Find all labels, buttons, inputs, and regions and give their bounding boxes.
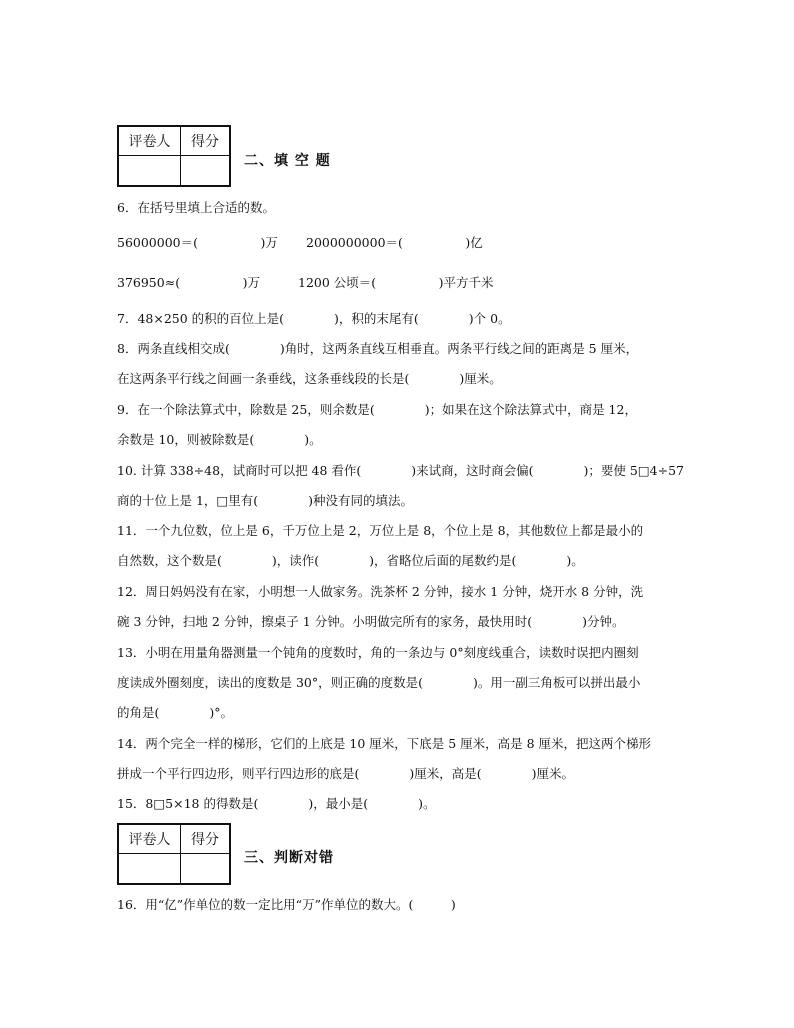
- reviewer-label: 评卷人: [119, 825, 181, 854]
- q12-line2: 碗 3 分钟，扫地 2 分钟，擦桌子 1 分钟。小明做完所有的家务，最快用时( )分钟。: [117, 614, 625, 629]
- q13-line1: 13．小明在用量角器测量一个钝角的度数时，角的一条边与 0°刻度线重合，读数时误把内圈刻: [117, 645, 639, 660]
- q6-line2b: 1200 公顷＝( )平方千米: [298, 275, 494, 290]
- q14-line2: 拼成一个平行四边形，则平行四边形的底是( )厘米，高是( )厘米。: [117, 766, 575, 781]
- q12-line1: 12．周日妈妈没有在家，小明想一人做家务。洗茶杯 2 分钟，接水 1 分钟，烧开水 8 分钟，洗: [117, 584, 644, 599]
- q6-line1b: 2000000000＝( )亿: [306, 235, 483, 250]
- q8-line1: 8．两条直线相交成( )角时，这两条直线互相垂直。两条平行线之间的距离是 5 厘米，: [117, 341, 639, 356]
- score-box-section3: [117, 823, 231, 885]
- q11-line1: 11．一个九位数，位上是 6，千万位上是 2，万位上是 8，个位上是 8，其他数位上都是最小的: [117, 523, 644, 538]
- q7-text: 7．48×250 的积的百位上是( )，积的末尾有( )个 0。: [117, 311, 511, 326]
- q13-line2: 度读成外圈刻度，读出的度数是 30°，则正确的度数是( )。用一副三角板可以拼出最小: [117, 675, 641, 690]
- score-label: 得分: [181, 127, 229, 156]
- score-cell: [181, 854, 229, 883]
- q11-line2: 自然数，这个数是( )，读作( )，省略位后面的尾数约是( )。: [117, 553, 584, 568]
- reviewer-label: 评卷人: [119, 127, 181, 156]
- section2-title: 二、填 空 题: [244, 153, 331, 169]
- score-label: 得分: [181, 825, 229, 854]
- q10-line2: 商的十位上是 1，□里有( )种没有同的填法。: [117, 493, 413, 508]
- reviewer-cell: [119, 156, 181, 185]
- reviewer-cell: [119, 854, 181, 883]
- q10-line1: 10. 计算 338÷48，试商时可以把 48 看作( )来试商，这时商会偏( )；要使 5□4÷57: [117, 463, 684, 478]
- q6-line1a: 56000000＝( )万: [117, 235, 278, 250]
- section3-title: 三、判断对错: [244, 850, 334, 866]
- score-cell: [181, 156, 229, 185]
- q15-text: 15．8□5×18 的得数是( )，最小是( )。: [117, 796, 436, 811]
- score-box-section2: [117, 125, 231, 187]
- q14-line1: 14．两个完全一样的梯形，它们的上底是 10 厘米，下底是 5 厘米，高是 8 厘米，把这两个梯形: [117, 736, 652, 751]
- q9-line1: 9．在一个除法算式中，除数是 25，则余数是( )；如果在这个除法算式中，商是 12，: [117, 402, 637, 417]
- q9-line2: 余数是 10，则被除数是( )。: [117, 432, 322, 447]
- q13-line3: 的角是( )°。: [117, 705, 234, 720]
- q6-line2a: 376950≈( )万: [117, 275, 260, 290]
- q16-text: 16．用“亿”作单位的数一定比用“万”作单位的数大。( ): [117, 897, 456, 912]
- q8-line2: 在这两条平行线之间画一条垂线，这条垂线段的长是( )厘米。: [117, 371, 502, 386]
- q6-text: 6．在括号里填上合适的数。: [117, 200, 275, 215]
